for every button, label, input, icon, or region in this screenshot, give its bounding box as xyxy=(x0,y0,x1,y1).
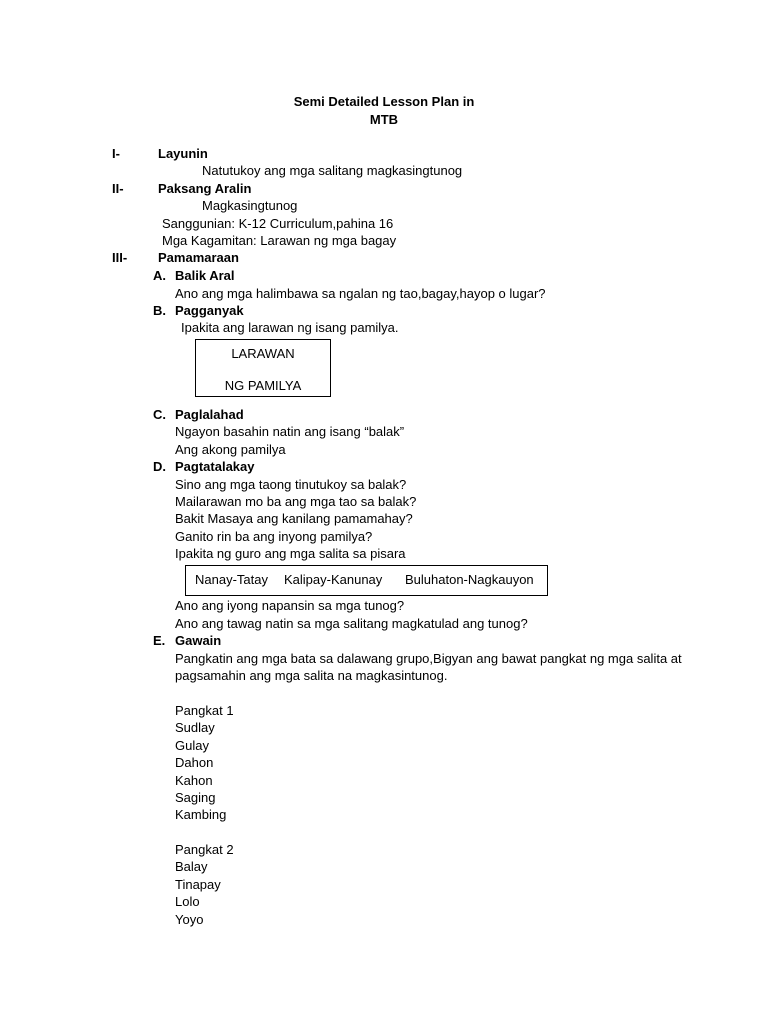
family-picture-box xyxy=(195,339,331,397)
section2-topic: Magkasingtunog xyxy=(202,198,298,213)
group2-word: Lolo xyxy=(175,894,200,909)
item-d-question: Sino ang mga taong tinutukoy sa balak? xyxy=(175,477,407,492)
group1-word: Gulay xyxy=(175,738,209,753)
item-c-line1: Ngayon basahin natin ang isang “balak” xyxy=(175,424,405,439)
section2-reference: Sanggunian: K-12 Curriculum,pahina 16 xyxy=(162,216,394,231)
word-pair: Nanay-Tatay xyxy=(195,572,268,587)
word-pair: Kalipay-Kanunay xyxy=(284,572,383,587)
item-e-heading: Gawain xyxy=(175,633,222,648)
item-b-text: Ipakita ang larawan ng isang pamilya. xyxy=(181,320,399,335)
item-d-question: Ganito rin ba ang inyong pamilya? xyxy=(175,529,373,544)
group1-word: Dahon xyxy=(175,755,214,770)
picture-box-line2: NG PAMILYA xyxy=(224,378,302,393)
item-d-question: Ano ang tawag natin sa mga salitang magkatulad ang tunog? xyxy=(175,616,528,631)
group1-title: Pangkat 1 xyxy=(175,703,234,718)
document-title: Semi Detailed Lesson Plan in xyxy=(293,94,475,109)
picture-box-line1: LARAWAN xyxy=(231,346,295,361)
section1-numeral: I- xyxy=(112,146,120,161)
document-subject: MTB xyxy=(369,112,399,127)
item-c-line2: Ang akong pamilya xyxy=(175,442,286,457)
section2-heading: Paksang Aralin xyxy=(158,181,252,196)
group1-word: Kahon xyxy=(175,773,213,788)
group2-word: Yoyo xyxy=(175,912,204,927)
group2-word: Balay xyxy=(175,859,208,874)
item-e-line2: pagsamahin ang mga salita na magkasintunog. xyxy=(175,668,448,683)
item-a-text: Ano ang mga halimbawa sa ngalan ng tao,bagay,hayop o lugar? xyxy=(175,286,546,301)
item-c-heading: Paglalahad xyxy=(175,407,244,422)
item-d-question: Mailarawan mo ba ang mga tao sa balak? xyxy=(175,494,417,509)
group2-word: Tinapay xyxy=(175,877,221,892)
section1-heading: Layunin xyxy=(158,146,208,161)
item-e-line1: Pangkatin ang mga bata sa dalawang grupo,Bigyan ang bawat pangkat ng mga salita at xyxy=(175,651,682,666)
item-c-letter: C. xyxy=(153,407,166,422)
group1-word: Kambing xyxy=(175,807,227,822)
item-d-question: Bakit Masaya ang kanilang pamamahay? xyxy=(175,511,413,526)
section3-numeral: III- xyxy=(112,250,128,265)
section2-numeral: II- xyxy=(112,181,124,196)
group1-word: Saging xyxy=(175,790,216,805)
item-b-letter: B. xyxy=(153,303,166,318)
section1-objective: Natutukoy ang mga salitang magkasingtunog xyxy=(202,163,463,178)
item-a-heading: Balik Aral xyxy=(175,268,235,283)
item-d-instruction: Ipakita ng guro ang mga salita sa pisara xyxy=(175,546,406,561)
item-d-question: Ano ang iyong napansin sa mga tunog? xyxy=(175,598,405,613)
section2-materials: Mga Kagamitan: Larawan ng mga bagay xyxy=(162,233,397,248)
item-d-heading: Pagtatalakay xyxy=(175,459,255,474)
word-pair: Buluhaton-Nagkauyon xyxy=(405,572,534,587)
group2-title: Pangkat 2 xyxy=(175,842,234,857)
item-e-letter: E. xyxy=(153,633,166,648)
item-d-letter: D. xyxy=(153,459,166,474)
word-pairs-box xyxy=(185,565,548,596)
item-a-letter: A. xyxy=(153,268,166,283)
group1-word: Sudlay xyxy=(175,720,215,735)
section3-heading: Pamamaraan xyxy=(158,250,239,265)
item-b-heading: Pagganyak xyxy=(175,303,244,318)
